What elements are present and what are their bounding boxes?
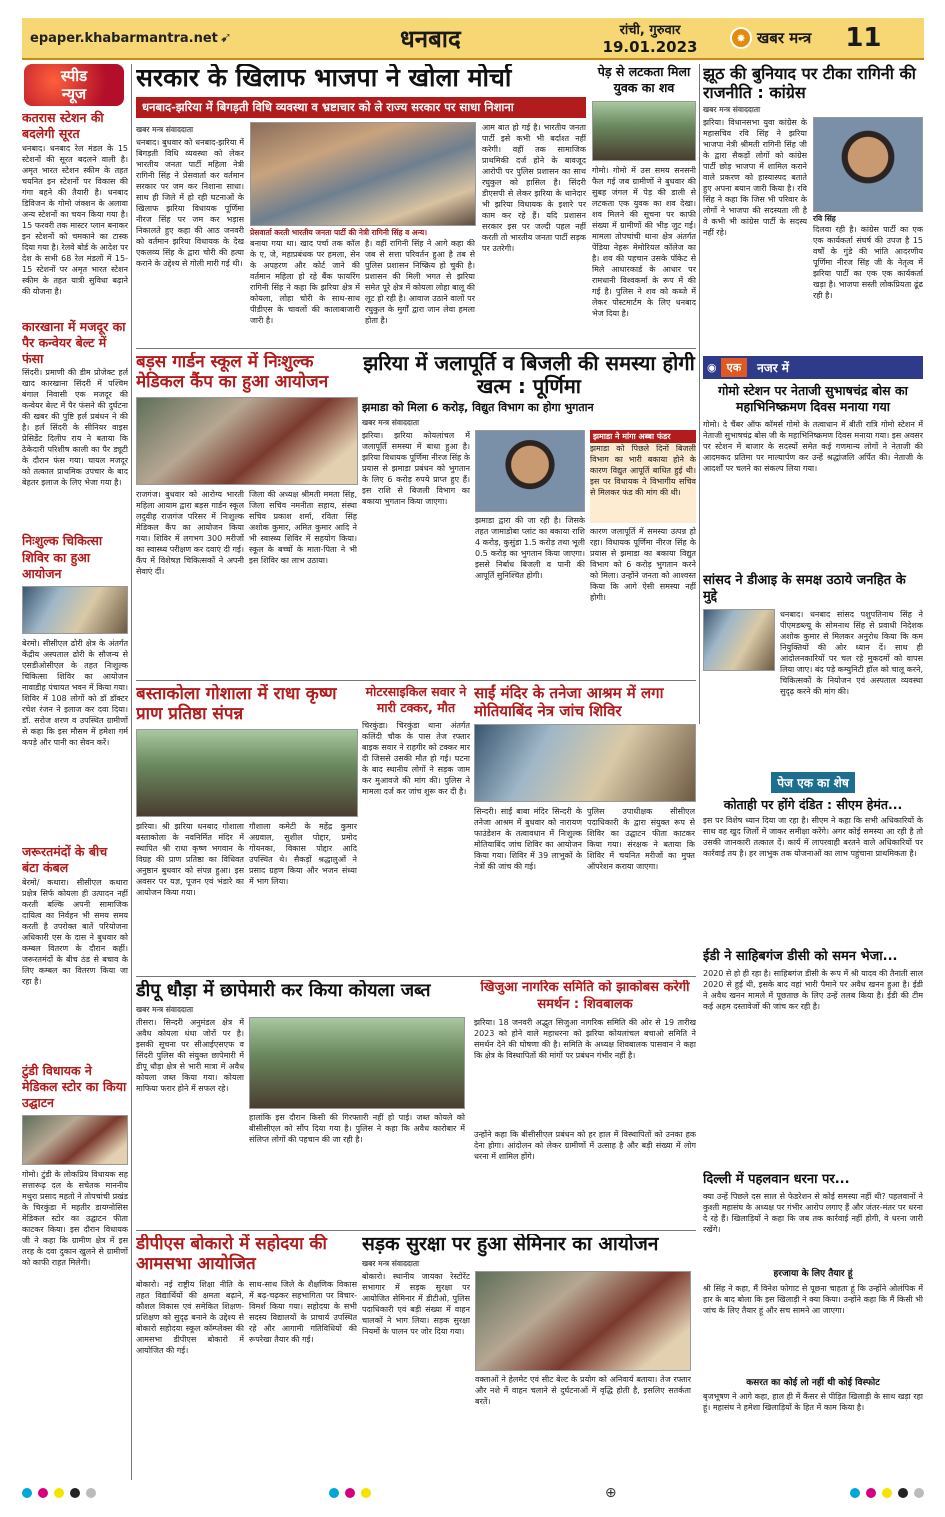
news-photo bbox=[136, 397, 358, 485]
news-photo bbox=[475, 1271, 691, 1371]
story-body: वक्ताओं ने हेलमेट एवं सीट बेल्ट के प्रयोग को अनिवार्य बताया। तेज रफ्तार और नशे में वाहन चलाने से दुर्घटनाओं में वृद्धि होती है, इसलिए सतर्कता बरतें। bbox=[475, 1374, 691, 1406]
story-body: सिंदरी। प्रमाणी की डीम प्रोजेक्ट हर्ल खाद कारखाना सिंदरी में पश्चिम बंगाल निवासी एक मजदूर की कन्वेयर बेल्ट में पैर फंसने की दुर्घटना की खबर की पुष्टि हर्ल प्रबंधन ने की है। हर्ल सिंदरी के सीनियर वाइस प्रेसिडेंट दिलीप राय ने बताया कि ठेकेदारी परिशीष काली का पैर ड्यूटी के दौरान फंस गया। घायल मजदूर को तत्काल प्राथमिक उपचार के बाद बेहतर इलाज के लिए भेजा गया है। bbox=[22, 368, 128, 488]
story-body: सिन्दरी। साईं बाबा मंदिर सिन्दरी के तनेजा आश्रम में बुधवार को नारायण फाउंडेशन के तत्वावधान में निःशुल्क मोतियाबिंद जांच शिविर का आयोजन किया गया। शिविर में 39 लाभुकों के नेत्रों की जांच की गई। bbox=[474, 807, 582, 871]
brand bbox=[730, 27, 811, 49]
story-body: साथ-साथ जिले के शैक्षणिक विकास में बढ़-चढ़कर सहभागिता पर विचार-विमर्श किया गया। सहोदया के सभी सदस्य विद्यालयों के प्राचार्य उपस्थित रहे और आगामी गतिविधियों की रूपरेखा तैयार की गई। bbox=[249, 1279, 357, 1344]
lead-body: धनबाद। बुधवार को धनबाद-झरिया में बिगड़ती विधि व्यवस्था को लेकर भारतीय जनता पार्टी महिला नेत्री रागिनी सिंह ने प्रेसवार्ता कर वर्तमान सरकार पर जम कर निशाना साधा। साथ ही जिले में हो रही घटनाओं के खिलाफ झरिया विधायक पूर्णिमा नीरज सिंह पर जम कर भड़ास निकालते हुए कहा की आठ जनवरी को वर्तमान झरिया विधायक के देख एकलव्य सिंह के द्वारा चोरी की हत्या कराने के उद्देश्य से गोली मारी गई थी। bbox=[136, 137, 244, 268]
speed-news-badge bbox=[24, 64, 124, 106]
story-body: पुलिस उपाधीक्षक सीसीएल पदाधिकारी के द्वारा संयुक्त रूप से शिविर का उद्घाटन फीता काटकर किया गया। संरक्षक ने बताया कि शिविर में चयनित मरीजों का मुफ्त ऑपरेशन कराया जाएगा। bbox=[587, 807, 695, 871]
story-body: गौशाला कमेटी के महेंद्र कुमार अग्रवाल, सुशील पोद्दार, प्रमोद गोयनका, विकास पोद्दार आदि उपस्थित थे। सैकड़ों श्रद्धालुओं ने प्रसाद ग्रहण किया और भजन संध्या में भाग लिया। bbox=[249, 821, 357, 886]
page-number: 11 bbox=[845, 23, 882, 53]
lead-story bbox=[136, 64, 586, 346]
story-heading: दिल्ली में पहलवान धरना पर... bbox=[703, 1172, 850, 1188]
yellow-dot bbox=[361, 1488, 371, 1498]
story-congress bbox=[703, 64, 923, 350]
yellow-dot bbox=[882, 1488, 892, 1498]
story-body: झरिया। श्री झरिया धनबाद गोशाला बस्ताकोला के नवनिर्मित मंदिर में स्थापित श्री राधा कृष्ण भगवान के विग्रह की प्राण प्रतिष्ठा का विधिवत अनुष्ठान बुधवार को संपन्न हुआ। इस अवसर पर यज्ञ, पूजन एवं भंडारे का आयोजन किया गया। bbox=[136, 821, 244, 897]
section-divider bbox=[136, 1230, 696, 1231]
registration-dots-mid bbox=[329, 1488, 371, 1498]
story-body: झरिया। विधानसभा युवा कांग्रेस के महासचिव रवि सिंह ने झरिया भाजपा नेत्री श्रीमती रागिनी सिंह जी के द्वारा सैकड़ों लोगों को कांग्रेस पार्टी छोड़ भाजपा में शामिल कराने वाले प्रकरण को हास्यास्पद बताते हुए अपना बयान जारी किया है। रवि सिंह ने कहा कि जिस भी परिवार के लोगों ने भाजपा की सदस्यता ली है वे कभी भी कांग्रेस पार्टी के सदस्य नहीं रहे। bbox=[703, 118, 807, 238]
story-body: श्री सिंह ने कहा, मैं विनेश फोगाट से पूछना चाहता हूं कि उन्होंने ओलंपिक में हार के बाद बोला कि इस खिलाड़ी ने क्या किया। उन्होंने कहा कि मैं किसी भी जांच के लिए तैयार हूं और सच सामने आ जाएगा। bbox=[703, 1283, 923, 1315]
column-divider bbox=[699, 64, 700, 724]
magenta-dot bbox=[866, 1488, 876, 1498]
story-heading: कोताही पर होंगे दंडित : सीएम हेमंत... bbox=[723, 797, 903, 812]
story-body: चिरकुंडा। चिरकुंडा थाना अंतर्गत कलिंदी चौक के पास तेज रफ्तार बाइक सवार ने राहगीर को टक्कर मार दी जिससे उसकी मौत हो गई। घटना के बाद स्थानीय लोगों ने सड़क जाम कर मुआवजे की मांग की। पुलिस ने मामला दर्ज कर जांच शुरू कर दी है। bbox=[362, 720, 470, 796]
story-jharia-water bbox=[362, 352, 696, 674]
story-subheading: हरजाया के लिए तैयार हूं bbox=[773, 1269, 853, 1280]
story-heading: टुंडी विधायक ने मेडिकल स्टोर का किया उद्घाटन bbox=[22, 1062, 127, 1110]
cyan-dot bbox=[329, 1488, 339, 1498]
byline: खबर मन्त्र संवाददाता bbox=[362, 1258, 420, 1268]
story-body: इस पर विशेष ध्यान दिया जा रहा है। सीएम ने कहा कि सभी अधिकारियों के साथ वह खुद जिलों में जाकर समीक्षा करेंगे। अगर कोई समस्या आ रही है तो उसकी जानकारी तत्काल दें। कार्य में लापरवाही बरतने वाले अधिकारियों पर कार्रवाई तय है। हर लाभुक तक योजनाओं का लाभ पहुंचाना प्राथमिकता है। bbox=[703, 816, 923, 859]
story-coal-seized bbox=[136, 980, 470, 1228]
story-body: दिलवा रही है। कांग्रेस पार्टी का एक एक कार्यकर्ता संघर्ष की उपज है 15 वर्षों के गुंडे की भांति आदरणीय पूर्णिमा नीरज सिंह जी के नेतृत्व में झरिया पार्टी का एक एक कार्यकर्ता खड़ा है। भाजपा सस्ती लोकप्रियता ढूंढ रही है। bbox=[813, 225, 923, 301]
story-body: बोकारो। स्थानीय जायका रेस्टोरेंट सभागार में सड़क सुरक्षा पर आयोजित सेमिनार में डीटीओ, पुलिस पदाधिकारी एवं बड़ी संख्या में वाहन चालकों ने भाग लिया। सड़क सुरक्षा नियमों के पालन पर जोर दिया गया। bbox=[362, 1271, 470, 1336]
story-body: धनबाद। धनबाद रेल मंडल के 15 स्टेशनों की सूरत बदलने वाली है। अमृत भारत स्टेशन स्कीम के तहत चयनित इन स्टेशनों पर विकास की गंगा बहने की तैयारी है। धनबाद डिविजन के गोमो जंक्शन के अलावा अन्य स्टेशनों का चयन किया गया है। 15 फरवरी तक मास्टर प्लान बनाकर इन स्टेशनों को चमकाने का टास्क दिया गया है। रेलवे बोर्ड के आदेश पर देश के सभी 68 रेल मंडलों में 15-15 स्टेशनों पर अमृत भारत स्टेशन स्कीम के तहत यात्री सुविधा बढ़ाने की योजना है। bbox=[22, 143, 128, 296]
issue-date bbox=[590, 20, 710, 56]
eye-icon: ◉ bbox=[707, 361, 717, 374]
section-divider bbox=[136, 680, 696, 681]
story-body: राजगंज। बुधवार को आरोग्य भारती महिला आयाम द्वारा बड़स गार्डन स्कूल लदुवीह राजगंज परिसर में निःशुल्क मेडिकल कैंप का आयोजन किया गया। शिविर में लगभग 300 मरीजों का स्वास्थ्य परीक्षण कर दवाएं दी गई। कैंप में विशेषज्ञ चिकित्सकों ने अपनी सेवाएं दीं। bbox=[136, 489, 244, 576]
magenta-dot bbox=[345, 1488, 355, 1498]
news-photo bbox=[592, 101, 696, 161]
story-subheading: झमाडा को मिला 6 करोड़, विद्युत विभाग का होगा भुगतान bbox=[362, 401, 594, 414]
edition-city: धनबाद bbox=[400, 24, 461, 53]
magenta-dot bbox=[38, 1488, 48, 1498]
news-photo bbox=[249, 1017, 465, 1109]
story-medical-camp bbox=[136, 352, 358, 677]
story-body-found bbox=[592, 64, 696, 354]
story-heading: झूठ की बुनियाद पर टीका रागिनी की राजनीति : कांग्रेस bbox=[703, 64, 916, 103]
portrait-photo bbox=[813, 117, 923, 212]
story-heading: बड़स गार्डन स्कूल में निःशुल्क मेडिकल कैंप का हुआ आयोजन bbox=[136, 352, 329, 393]
story-dps-sahodaya bbox=[136, 1234, 358, 1480]
masthead bbox=[22, 18, 924, 60]
story-body: जिला की अध्यक्ष श्रीमती ममता सिंह, जिला सचिव नमनीता सहाय, संस्था सचिव प्रकाश शर्मा, रविता सिंह अशोक कुमार, अमित कुमार आदि ने भी स्वास्थ्य शिविर में सहयोग किया। स्कूल के बच्चों के माता-पिता ने भी इस शिविर का लाभ उठाया। bbox=[249, 489, 357, 565]
news-photo bbox=[703, 609, 775, 671]
box-body: झमाडा को पिछले दिनों बिजली विभाग का भारी बकाया होने के कारण विद्युत आपूर्ति बाधित हुई थी। इस पर विधायक ने विभागीय सचिव से मिलकर फंड की मांग की थी। bbox=[590, 443, 696, 523]
registration-mark-icon: ⊕ bbox=[604, 1485, 617, 1501]
byline: खबर मन्त्र संवाददाता bbox=[136, 1004, 194, 1014]
story-heading: मोटरसाइकिल सवार ने मारी टक्कर, मौत bbox=[365, 684, 467, 716]
issue-day: रांची, गुरुवार bbox=[619, 23, 681, 38]
story-heading: गोमो स्टेशन पर नेताजी सुभाषचंद्र बोस का महाभिनिष्क्रमण दिवस मनाया गया bbox=[718, 383, 908, 415]
cursor-icon: ➹ bbox=[220, 30, 232, 46]
section-divider bbox=[136, 348, 696, 349]
page-one-continuation bbox=[703, 772, 923, 1480]
lead-body: आम बात हो गई है। भारतीय जनता पार्टी इसे कभी भी बर्दाश्त नहीं करेगी। वहीं तक सामाजिक प्राथमिकी दर्ज होने के बावजूद आरोपी पर पुलिस प्रशासन का साथ रघुकुल को हासिल है। सिंदरी डीएसपी से लेकर झरिया के थानेदार भी झरिया विधायक के इशारे पर काम कर रहे हैं। यदि प्रशासन सरकार इस पर जल्दी पहल नहीं करती तो भारतीय जनता पार्टी सड़क पर उतरेगी। bbox=[482, 122, 586, 253]
story-body: धनबाद। धनबाद सांसद पशुपतिनाथ सिंह ने पीएमडब्ल्यू के सोमनाथ सिंह से प्रवाधी निदेशक अशोक कुमार से मिलकर अनुरोध किया कि कम नियुक्तियों की ओर ध्यान दें। साथ ही आंदोलनकारियों पर चल रहे मुकदमों को वापस लिया जाए। बंद पड़े कम्युनिटी हॉल को चालू करने, चिकित्सकों के नियोजन एवं अस्पताल व्यवस्था सुदृढ़ करने की मांग की। bbox=[780, 610, 923, 697]
story-eye-camp bbox=[474, 684, 696, 974]
story-heading: खिजुआ नागरिक समिति को झाकोबस करेगी समर्थन : शिवबालक bbox=[480, 980, 690, 1012]
story-heading: निःशुल्क चिकित्सा शिविर का हुआ आयोजन bbox=[22, 533, 103, 581]
speed-news-label-2: न्यूज bbox=[61, 85, 87, 103]
section-tag: पेज एक का शेष bbox=[771, 772, 855, 793]
column-divider bbox=[131, 64, 132, 1480]
story-heading: ईडी ने साहिबगंज डीसी को समन भेजा... bbox=[703, 949, 898, 965]
byline: खबर मन्त्र संवाददाता bbox=[703, 105, 761, 115]
black-dot bbox=[70, 1488, 80, 1498]
lead-body: बनाया गया था। खाद पर्चा तक कॉल के ए, जे, महाप्रबंधक पर हमला, सेन के अपहरण और कोर्ट जाने की वर्तमान महिला हो रहे बैंक फायरिंग रागिनी सिंह ने कहा कि झरिया क्षेत्र में कोयला, लोहा चोरी के साथ-साथ पीडीएस के चावलों की कालाबाजारी जारी है। bbox=[250, 238, 360, 324]
story-accident bbox=[362, 684, 470, 974]
story-body: तीसरा। सिन्दरी अनुमंडल क्षेत्र में अवैध कोयला धंधा जोरों पर है। इसकी सूचना पर सीआईएसएफ व सिंदरी पुलिस की संयुक्त छापेमारी में डीपू धौड़ा क्षेत्र से भारी मात्रा में अवैध कोयला जब्त किया गया। कोयला माफिया फरार होने में सफल रहे। bbox=[136, 1017, 244, 1093]
story-heading: डीपू धौड़ा में छापेमारी कर किया कोयला जब्त bbox=[136, 980, 431, 1001]
section-tag: नजर में bbox=[751, 357, 795, 378]
story-heading: बस्ताकोला गोशाला में राधा कृष्ण प्राण प्रतिष्ठा संपन्न bbox=[136, 684, 337, 725]
story-body: बेरमो/ कथारा। सीसीएल कथारा प्रक्षेत्र सिर्फ कोयला ही उत्पादन नहीं करती बल्कि अपनी सामाजिक दायित्व का निर्वहन भी समय समय करती है उपरोक्त बातें परियोजना अधिकारी एस के दास ने बुधवार को कम्बल वितरण के दौरान कहीं। जरूरतमंदों के बीच ठंड से बचाव के लिए कम्बल का वितरण किया जा रहा है। bbox=[22, 877, 128, 986]
lead-subheadline: धनबाद-झरिया में बिगड़ती विधि व्यवस्था व भ्रष्टाचार को ले राज्य सरकार पर साधा निशाना bbox=[136, 97, 586, 118]
story-body: झरिया। झरिया कोयलांचल में जलापूर्ति समस्या में बाधा हुआ है। झरिया विधायक पूर्णिमा नीरज सिंह के प्रयास से झमाडा प्रबंधन को भुगतान के लिए 6 करोड़ रुपये प्राप्त हुए हैं। इस राशि से बिजली विभाग का बकाया भुगतान किया जाएगा। bbox=[362, 431, 470, 507]
story-heading: झरिया में जलापूर्ति व बिजली की समस्या होगी खत्म : पूर्णिमा bbox=[363, 352, 695, 398]
left-column bbox=[22, 110, 128, 1480]
story-body: हालांकि इस दौरान किसी की गिरफ्तारी नहीं हो पाई। जब्त कोयले को बीसीसीएल को सौंप दिया गया है। पुलिस ने कहा कि अवैध कारोबार में संलिप्त लोगों की पहचान की जा रही है। bbox=[249, 1112, 465, 1144]
box-heading: झमाडा ने मांगा अब्बा फंडर bbox=[590, 430, 696, 443]
story-body: 2020 से हो ही रहा है। साहिबगंज डीसी के रूप में श्री यादव की तैनाती साल 2020 से हुई थी, इसके बाद वहां भारी पैमाने पर अवैध खनन हुआ है। ईडी ने अवैध खनन मामले में पूछताछ के लिए उन्हें तलब किया है। ईडी की टीम कई अहम दस्तावेजों की जांच कर रही है। bbox=[703, 969, 923, 1012]
brand-logo-icon: ✸ bbox=[730, 27, 752, 49]
story-body: बेरमो। सीसीएल ढोरी क्षेत्र के अंतर्गत केंद्रीय अस्पताल ढोरी के सौजन्य से एसडीओसीएल के तहत निःशुल्क चिकित्सा शिविर का आयोजन नावाडीह पंचायत भवन में किया गया। शिविर में 108 लोगों को डॉ डॉक्टर रचेश रंजन ने इलाज कर दवा दिया। डॉ. सरोज शरण व उपस्थित ग्रामीणों से कहा कि इस मौसम में हमेशा गर्म कपड़े और पानी का सेवन करें। bbox=[22, 639, 128, 747]
yellow-dot bbox=[54, 1488, 64, 1498]
cyan-dot bbox=[850, 1488, 860, 1498]
grey-dot bbox=[86, 1488, 96, 1498]
story-body: गोमो। टुंडी के लोकप्रिय विधायक सह सत्तारूढ़ दल के सचेतक माननीय मथुरा प्रसाद महतो ने तोपचांची प्रखंड के चिरकुंडा में महतीर डायग्नोसिस मेडिकल स्टोर का उद्घाटन फीता काटकर किया। इस दौरान विधायक जी ने कहा कि ग्रामीण क्षेत्र में इस तरह के दवा दुकान खुलने से ग्रामीणों को काफी राहत मिलेगी। bbox=[22, 1170, 128, 1268]
byline: खबर मन्त्र संवाददाता bbox=[362, 418, 420, 428]
story-heading: कतरास स्टेशन की बदलेगी सूरत bbox=[22, 110, 104, 142]
site-url[interactable]: epaper.khabarmantra.net bbox=[30, 30, 218, 46]
ek-nazar-section bbox=[703, 356, 923, 766]
lead-photo bbox=[250, 122, 476, 226]
lead-photo-caption: प्रेसवार्ता करती भारतीय जनता पार्टी की नेत्री रागिनी सिंह व अन्य। bbox=[250, 227, 428, 237]
lead-headline: सरकार के खिलाफ भाजपा ने खोला मोर्चा bbox=[136, 64, 512, 92]
byline: खबर मन्त्र संवाददाता bbox=[136, 124, 194, 134]
registration-dots-left bbox=[22, 1488, 96, 1498]
grey-dot bbox=[914, 1488, 924, 1498]
story-body: बृजभूषण ने आगे कहा, हाल ही में कैंसर से पीड़ित खिलाड़ी के साथ खड़ा रहा हूं। महासंघ ने हमेशा खिलाड़ियों के हित में काम किया है। bbox=[703, 1392, 923, 1413]
story-body: गोमो। गोमो में उस समय सनसनी फैल गई जब ग्रामीणों ने बुधवार की सुबह जंगल में पेड़ की डाली से लटकता एक युवक का शव देखा। शव मिलने की सूचना पर काफी संख्या में ग्रामीणों की भीड़ जुट गई। मामला तोपचांची थाना क्षेत्र अंतर्गत पेंडिया नेहरू मेमोरियल कॉलेज का है। शव की पहचान उसके पॉकेट से मिले आधारकार्ड के आधार पर रामधानी विश्वकर्मा के रूप में की गई है। पुलिस ने शव को कब्जे में लेकर पोस्टमार्टम के लिए धनबाद भेज दिया है। bbox=[592, 165, 696, 318]
story-khijua bbox=[474, 980, 696, 1228]
story-body: बोकारो। नई राष्ट्रीय शिक्षा नीति के तहत विद्यार्थियों की क्षमता बढ़ाने, कौशल विकास एवं समेकित शिक्षण-प्रशिक्षण को सुदृढ़ बनाने के उद्देश्य से बोकारो सहोदया स्कूल कॉम्प्लेक्स की आमसभा डीपीएस बोकारो में आयोजित की गई। bbox=[136, 1279, 244, 1355]
story-body: उन्होंने कहा कि बीसीसीएल प्रबंधन को हर हाल में विस्थापितों को उनका हक देना होगा। आंदोलन को लेकर ग्रामीणों में उत्साह है और बड़ी संख्या में लोग धरना में शामिल होंगे। bbox=[474, 1129, 696, 1161]
lead-body: है। वहीं रागिनी सिंह ने आगे कहा की जब से सत्ता परिवर्तन हुआ है तब से पुलिस प्रशासन निष्क्रिय हो चुकी है। प्रशासन की मिली भगत से झरिया समेत पूरे क्षेत्र में कोयला लोहा बालू की लूट हो रही है। आवाज उठाने वालों पर रघुकुल के मुर्गों द्वारा जान लेवा हमला होता है। bbox=[365, 238, 475, 324]
registration-dots-right bbox=[850, 1488, 924, 1498]
story-heading: डीपीएस बोकारो में सहोदया की आमसभा आयोजित bbox=[136, 1234, 327, 1275]
footer-color-bar bbox=[22, 1482, 924, 1504]
story-body: झरिया। 18 जनवरी अद्भुत सिजुआ नागरिक समिति की ओर से 19 तारीख 2023 को होने वाले महाधरना को झरिया कोयलांचल बचाओ समिति ने समर्थन देने की घोषणा की है। समिति के अध्यक्ष शिवबालक पासवान ने कहा कि क्षेत्र के विस्थापितों की मांगों पर प्रबंधन गंभीर नहीं है। bbox=[474, 1017, 696, 1060]
story-heading: सांसद ने डीआइ के समक्ष उठाये जनहित के मुद्दे bbox=[703, 572, 906, 605]
section-tag: एक bbox=[721, 358, 748, 377]
story-body: क्या उन्हें पिछले दस साल से फेडरेशन से कोई समस्या नहीं थी? पहलवानों ने कुश्ती महासंघ के अध्यक्ष पर गंभीर आरोप लगाए हैं और जंतर-मंतर पर धरना दे रहे हैं। खिलाड़ियों ने कहा कि जब तक कार्रवाई नहीं होगी, वे धरना जारी रखेंगे। bbox=[703, 1192, 923, 1235]
story-subheading: कसरत का कोई लो नहीं थी कोई विस्फोट bbox=[746, 1377, 880, 1388]
story-heading: कारखाना में मजदूर का पैर कन्वेयर बेल्ट में फंसा bbox=[22, 318, 126, 366]
cyan-dot bbox=[22, 1488, 32, 1498]
story-heading: साईं मंदिर के तनेजा आश्रम में लगा मोतियाबिंद नेत्र जांच शिविर bbox=[474, 684, 664, 720]
news-photo bbox=[474, 724, 696, 802]
story-heading: पेड़ से लटकता मिला युवक का शव bbox=[597, 64, 691, 96]
story-road-safety bbox=[362, 1234, 696, 1480]
issue-date-value: 19.01.2023 bbox=[602, 38, 698, 56]
news-photo bbox=[136, 729, 358, 817]
story-body: गोमो। दे चैंबर ऑफ कॉमर्स गोमो के तत्वाधान में बीती रात्रि गोमो स्टेशन में नेताजी सुभाषचंद्र बोस जी के महाभिनिष्क्रमण दिवस मनाया गया। इस अवसर पर स्टेशन में बाजार के सदस्यों समेत कई गणमान्य लोगों ने नेताजी की आदमकद प्रतिमा पर माल्यार्पण कर उन्हें श्रद्धांजलि अर्पित की। नेताजी के आदर्शों पर चलने का संकल्प लिया गया। bbox=[703, 419, 923, 473]
story-body: कारण जलापूर्ति में समस्या उत्पन्न हो रहा। विधायक पूर्णिमा नीरज सिंह के प्रयास से झमाडा का बकाया विद्युत विभाग को 6 करोड़ भुगतान करने को मिला। उन्होंने जनता को आश्वस्त किया कि आगे ऐसी समस्या नहीं होगी। bbox=[590, 527, 696, 603]
section-divider bbox=[136, 976, 696, 977]
speed-news-label-1: स्पीड bbox=[60, 67, 88, 85]
portrait-caption: रवि सिंह bbox=[813, 214, 836, 224]
news-photo bbox=[22, 1115, 128, 1165]
black-dot bbox=[898, 1488, 908, 1498]
news-photo bbox=[22, 586, 128, 634]
brand-name: खबर मन्त्र bbox=[757, 29, 812, 47]
story-heading: सड़क सुरक्षा पर हुआ सेमिनार का आयोजन bbox=[362, 1234, 659, 1255]
story-heading: जरूरतमंदों के बीच बंटा कंबल bbox=[22, 844, 108, 876]
portrait-photo bbox=[475, 430, 585, 512]
story-goshala bbox=[136, 684, 358, 974]
story-body: झमाडा द्वारा की जा रही है। जिसके तहत जामाडोबा प्लांट का बकाया राशि 4 करोड़, कुसुंडा 1.5 करोड़ तथा भूली 0.5 करोड़ का भुगतान किया जाएगा। इससे निर्बाध बिजली व पानी की आपूर्ति सुनिश्चित होगी। bbox=[475, 516, 585, 581]
